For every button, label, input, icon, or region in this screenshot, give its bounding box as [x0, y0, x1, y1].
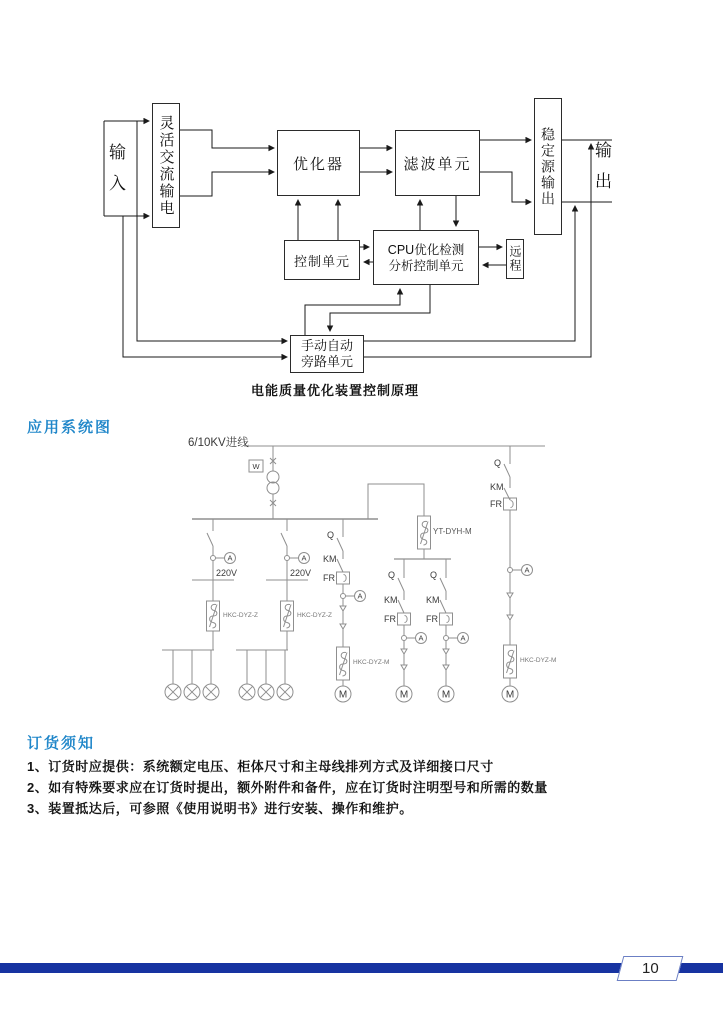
- device-label-motor: HKC-DYZ-M: [353, 659, 390, 666]
- contactor-label: KM: [384, 595, 398, 605]
- motor-branch-a: [396, 559, 427, 702]
- ammeter-label: A: [357, 591, 363, 601]
- box-control-unit: 控制单元: [284, 240, 360, 280]
- cpu-line2: 分析控制单元: [388, 258, 464, 273]
- fr-contact: [447, 616, 450, 623]
- section-heading-ordering: 订货须知: [27, 735, 96, 752]
- ordering-item-3: 3、装置抵达后，可参照《使用说明书》进行安装、操作和维护。: [27, 801, 413, 816]
- main-unit-branch: [368, 484, 451, 559]
- box-optimizer: 优化器: [277, 130, 360, 196]
- contact-mark: [340, 606, 346, 611]
- contactor-label: KM: [323, 554, 337, 564]
- ammeter-label: A: [460, 633, 466, 643]
- ammeter-label: A: [524, 565, 530, 575]
- footer-bar: [0, 963, 723, 973]
- fr-contact: [511, 501, 514, 508]
- fr-relay-box: [398, 613, 411, 625]
- ordering-item-2: 2、如有特殊要求应在订货时提出，额外附件和备件，应在订货时注明型号和所需的数量: [27, 780, 548, 795]
- device-glyph: [421, 521, 429, 545]
- isolator-label: Q: [494, 458, 502, 468]
- lamp-icon: [184, 684, 200, 700]
- contact-mark: [507, 615, 513, 620]
- fr-relay-box: [440, 613, 453, 625]
- switch-blade: [337, 559, 343, 572]
- contact-mark: [507, 593, 513, 598]
- box-remote: 远程: [506, 239, 524, 279]
- fr-contact: [344, 575, 347, 582]
- isolator-label: Q: [388, 570, 396, 580]
- lamp-icon: [239, 684, 255, 700]
- switch-blade: [504, 464, 510, 477]
- bypass-line1: 手动自动: [300, 338, 353, 353]
- lamp-icon: [277, 684, 293, 700]
- device-glyph: [507, 650, 515, 674]
- motor-label: M: [441, 689, 451, 701]
- bypass-line2: 旁路单元: [300, 354, 353, 369]
- device-glyph: [210, 604, 218, 628]
- isolator-label: Q: [430, 570, 438, 580]
- isolator-label: Q: [327, 530, 335, 540]
- ammeter-label: A: [227, 553, 233, 563]
- contact-mark: [340, 624, 346, 629]
- contactor-label: KM: [426, 595, 440, 605]
- box-cpu-unit: [373, 230, 479, 285]
- box-bypass-unit: [290, 335, 364, 373]
- switch-blade: [398, 600, 404, 613]
- box-stable-source: 稳定源输出: [534, 98, 562, 235]
- feeder-lighting-1: [162, 519, 236, 700]
- voltage-label: 220V: [216, 568, 238, 578]
- ammeter-label: A: [418, 633, 424, 643]
- page-number-tab: [617, 956, 684, 981]
- page-number: 10: [641, 960, 659, 977]
- device-label-lighting: HKC-DYZ-Z: [297, 612, 333, 619]
- voltage-label: 220V: [290, 568, 312, 578]
- relay-label: FR: [384, 614, 396, 624]
- box-filter-unit: 滤波单元: [395, 130, 480, 196]
- fr-contact: [405, 616, 408, 623]
- device-glyph: [284, 604, 292, 628]
- feeder-motor-center: [335, 519, 366, 702]
- switch-blade: [440, 578, 446, 591]
- box-flexible-ac: 灵活交流输电: [152, 103, 180, 228]
- switch-blade: [207, 533, 213, 546]
- feeder-lighting-2: [236, 519, 310, 700]
- relay-label: FR: [323, 573, 335, 583]
- lamp-icon: [203, 684, 219, 700]
- device-label-motor: HKC-DYZ-M: [520, 657, 557, 664]
- motor-label: M: [505, 689, 515, 701]
- device-glyph: [340, 652, 348, 676]
- switch-blade: [398, 578, 404, 591]
- ammeter-label: A: [301, 553, 307, 563]
- incoming-line-label: 6/10KV进线: [188, 437, 249, 449]
- device-label-main: YT-DYH-M: [433, 527, 472, 536]
- switch-blade: [281, 533, 287, 546]
- section-heading-system-diagram: 应用系统图: [27, 419, 113, 436]
- contact-mark: [443, 665, 449, 670]
- switch-blade: [337, 538, 343, 551]
- motor-branch-b: [438, 559, 469, 702]
- contactor-label: KM: [490, 482, 504, 492]
- fr-relay-box: [337, 572, 350, 584]
- switch-blade: [440, 600, 446, 613]
- motor-label: M: [399, 689, 409, 701]
- motor-label: M: [338, 689, 348, 701]
- contact-mark: [443, 649, 449, 654]
- transformer-icon: [267, 471, 279, 483]
- block-diagram-caption: 电能质量优化装置控制原理: [250, 383, 419, 398]
- lamp-icon: [165, 684, 181, 700]
- contact-mark: [401, 665, 407, 670]
- device-label-lighting: HKC-DYZ-Z: [223, 612, 259, 619]
- contact-mark: [401, 649, 407, 654]
- transformer-icon: [267, 482, 279, 494]
- output-label: 输出: [592, 141, 611, 203]
- wattmeter-label: W: [252, 462, 260, 471]
- relay-label: FR: [490, 499, 502, 509]
- cpu-line1: CPU优化检测: [387, 242, 465, 257]
- input-label: 输入: [106, 143, 125, 205]
- relay-label: FR: [426, 614, 438, 624]
- lamp-icon: [258, 684, 274, 700]
- ordering-item-1: 1、订货时应提供：系统额定电压、柜体尺寸和主母线排列方式及详细接口尺寸: [27, 759, 494, 774]
